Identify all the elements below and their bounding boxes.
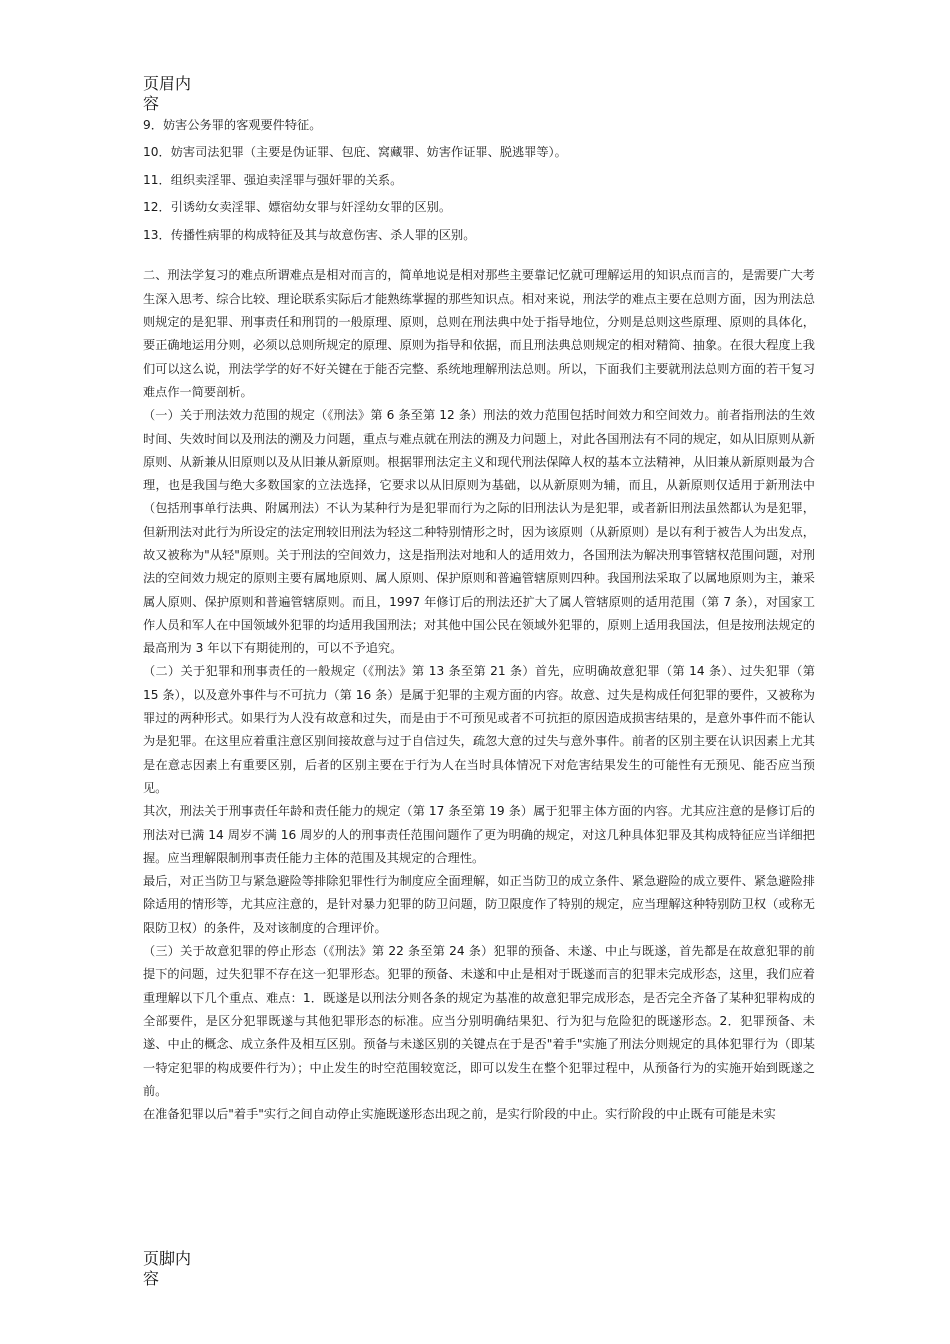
paragraph-abandonment: 在准备犯罪以后"着手"实行之间自动停止实施既遂形态出现之前，是实行阶段的中止。实行阶段的中止既有可能是未实 <box>143 1107 776 1122</box>
page-header: 页眉内容 <box>143 74 192 113</box>
paragraph-stopping-forms: （三）关于故意犯罪的停止形态（《刑法》第 22 条至第 24 条）犯罪的预备、未遂、中止与既遂，首先都是在故意犯罪的前提下的问题，过失犯罪不存在这一犯罪形态。犯罪的预备、未遂和中止是相对于既遂而言的犯罪未完成形态，这里，我们应着重理解以下几个重点、难点：1．既遂是以刑法分则各条的规定为基准的故意犯罪完成形态，是否完全齐备了某种犯罪构成的全部要件，是区分犯罪既遂与其他犯罪形态的标准。应当分别明确结果犯、行为犯与危险犯的既遂形态。2．犯罪预备、未遂、中止的概念、成立条件及相互区别。预备与未遂区别的关键点在于是否"着手"实施了刑法分则规定的具体犯罪行为（即某一特定犯罪的构成要件行为）；中止发生的时空范围较宽泛，即可以发生在整个犯罪过程中，从预备行为的实施开始到既遂之前。 <box>143 944 815 1098</box>
list-item: 9．妨害公务罪的客观要件特征。 <box>143 118 322 132</box>
spacer <box>143 251 815 264</box>
list-item: 10．妨害司法犯罪（主要是伪证罪、包庇、窝藏罪、妨害作证罪、脱逃罪等）。 <box>143 145 567 160</box>
paragraph-responsibility-age: 其次，刑法关于刑事责任年龄和责任能力的规定（第 17 条至第 19 条）属于犯罪主体方面的内容。尤其应注意的是修订后的刑法对已满 14 周岁不满 16 周岁的人的刑事责任范围问题作了更为明确的规定，对这几种具体犯罪及其构成特征应当详细把握。应当理解限制刑事责任能力主体的范围及其规定的合理性。 <box>143 804 815 865</box>
paragraph-difficulties-intro: 二、刑法学复习的难点所谓难点是相对而言的，简单地说是相对那些主要靠记忆就可理解运用的知识点而言的，是需要广大考生深入思考、综合比较、理论联系实际后才能熟练掌握的那些知识点。相对来说，刑法学的难点主要在总则方面，因为刑法总则规定的是犯罪、刑事责任和刑罚的一般原理、原则，总则在刑法典中处于指导地位，分则是总则这些原理、原则的具体化，要正确地运用分则，必须以总则所规定的原理、原则为指导和依据，而且刑法典总则规定的相对精简、抽象。在很大程度上我们可以这么说，刑法学学的好不好关键在于能否完整、系统地理解刑法总则。所以，下面我们主要就刑法总则方面的若干复习难点作一简要剖析。 <box>143 268 815 399</box>
page-footer: 页脚内容 <box>143 1249 192 1288</box>
list-item: 11．组织卖淫罪、强迫卖淫罪与强奸罪的关系。 <box>143 172 403 187</box>
paragraph-criminal-law-scope: （一）关于刑法效力范围的规定（《刑法》第 6 条至第 12 条）刑法的效力范围包括时间效力和空间效力。前者指刑法的生效时间、失效时间以及刑法的溯及力问题，重点与难点就在刑法的溯及力问题上，对此各国刑法有不同的规定，如从旧原则从新原则、从新兼从旧原则以及从旧兼从新原则。根据罪刑法定主义和现代刑法保障人权的基本立法精神，从旧兼从新原则最为合理，也是我国与绝大多数国家的立法选择，它要求以从旧原则为基础，以从新原则为辅，而且，从新原则仅适用于新刑法中（包括刑事单行法典、附属刑法）不认为某种行为是犯罪而行为之际的旧刑法认为是犯罪，或者新旧刑法虽然都认为是犯罪，但新刑法对此行为所设定的法定刑较旧刑法为轻这二种特别情形之时，因为该原则（从新原则）是以有利于被告人为出发点，故又被称为"从轻"原则。关于刑法的空间效力，这是指刑法对地和人的适用效力，各国刑法为解决刑事管辖权范围问题，对刑法的空间效力规定的原则主要有属地原则、属人原则、保护原则和普遍管辖原则四种。我国刑法采取了以属地原则为主，兼采属人原则、保护原则和普遍管辖原则。而且，1997 年修订后的刑法还扩大了属人管辖原则的适用范围（第 7 条），对国家工作人员和军人在中国领域外犯罪的均适用我国刑法；对其他中国公民在领域外犯罪的，原则上适用我国法，但是按刑法规定的最高刑为 3 年以下有期徒刑的，可以不予追究。 <box>143 408 815 656</box>
topic-list <box>143 114 815 247</box>
document-body <box>143 114 815 1126</box>
list-item: 13．传播性病罪的构成特征及其与故意伤害、杀人罪的区别。 <box>143 227 476 242</box>
list-item: 12．引诱幼女卖淫罪、嫖宿幼女罪与奸淫幼女罪的区别。 <box>143 200 452 215</box>
paragraph-justified-defense: 最后，对正当防卫与紧急避险等排除犯罪性行为制度应全面理解，如正当防卫的成立条件、紧急避险的成立要件、紧急避险排除适用的情形等，尤其应注意的，是针对暴力犯罪的防卫问题，防卫限度作了特别的规定，应当理解这种特别防卫权（或称无限防卫权）的条件，及对该制度的合理评价。 <box>143 874 815 935</box>
paragraph-crime-liability: （二）关于犯罪和刑事责任的一般规定（《刑法》第 13 条至第 21 条）首先，应明确故意犯罪（第 14 条）、过失犯罪（第 15 条），以及意外事件与不可抗力（第 16 条）是属于犯罪的主观方面的内容。故意、过失是构成任何犯罪的要件，又被称为罪过的两种形式。如果行为人没有故意和过失，而是由于不可预见或者不可抗拒的原因造成损害结果的，是意外事件而不能认为是犯罪。在这里应着重注意区别间接故意与过于自信过失，疏忽大意的过失与意外事件。前者的区别主要在认识因素上尤其是在意志因素上有重要区别，后者的区别主要在于行为人在当时具体情况下对危害结果发生的可能性有无预见、能否应当预见。 <box>143 664 815 795</box>
